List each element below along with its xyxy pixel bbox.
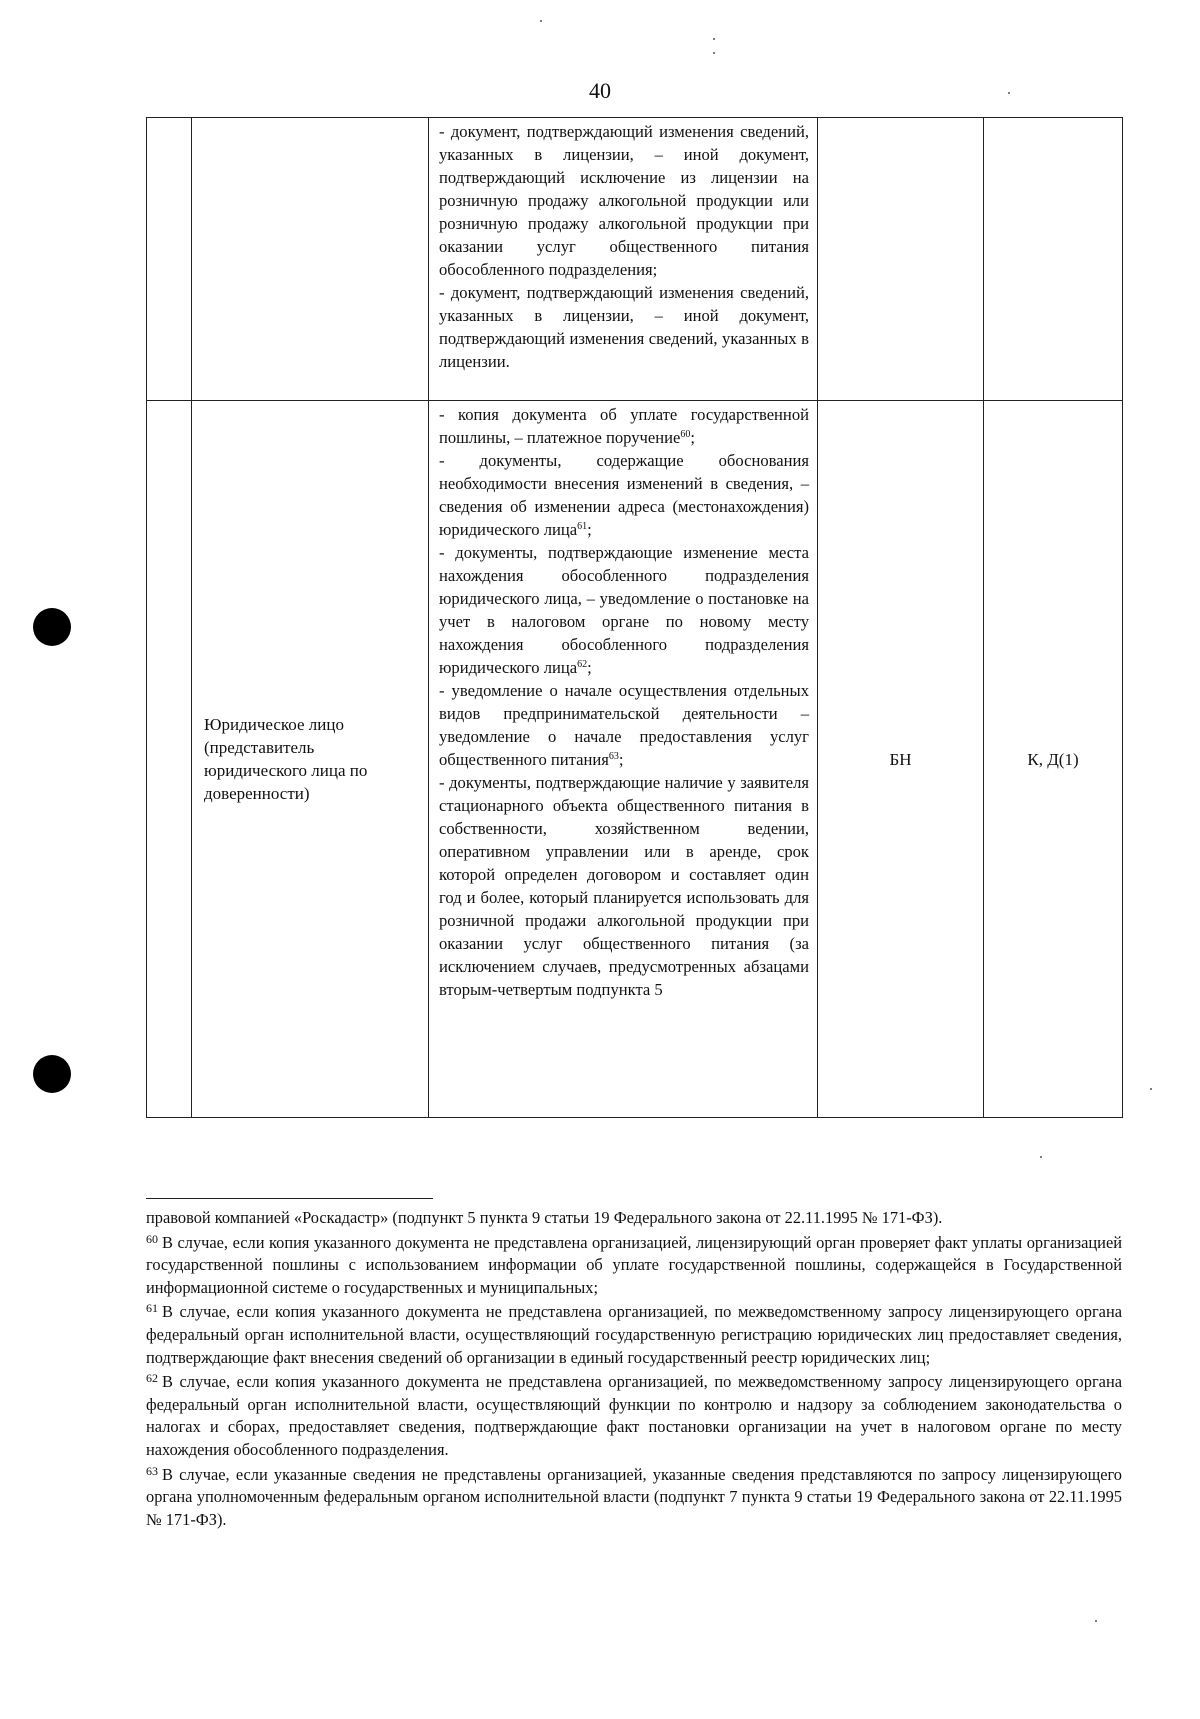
method-cell: К, Д(1) (984, 401, 1123, 1118)
scan-speck (1150, 1088, 1152, 1090)
footnote-62: $^{62}$ В случае, если копия указанного документа не представлена организацией, по межведомственному запросу лицензирующего органа федеральный орган исполнительной власти, осуществляющий функции по контролю и надзору за соблюдением законодательства о налогах и сборах, предоставляет сведения, подтверждающие факт постановки организации на учет в налоговом органе по месту нахождения обособленного подразделения. (146, 1371, 1122, 1459)
document-item: - документ, подтверждающий изменения сведений, указанных в лицензии, – иной документ, подтверждающий изменения сведений, указанных в лицензии. (439, 283, 809, 371)
footnote-ref[interactable]: 63 (608, 751, 619, 762)
scan-speck (540, 20, 542, 22)
document-item: - документ, подтверждающий изменения сведений, указанных в лицензии, – иной документ, подтверждающий исключение из лицензии на розничную продажу алкогольной продукции или розничную продажу алкогольной продукции при оказании услуг общественного питания обособленного подразделения; (439, 122, 809, 279)
footnote-63: $^{63}$ В случае, если указанные сведения не представлены организацией, указанные сведения представляются по запросу лицензирующего органа уполномоченным федеральным органом исполнительной власти (подпункт 7 пункта 9 статьи 19 Федерального закона от 22.11.1995 № 171-ФЗ). (146, 1463, 1122, 1529)
scan-speck (713, 52, 715, 54)
document-item: - уведомление о начале осуществления отдельных видов предпринимательской деятельности – уведомление о начале предоставления услуг общественного питания$^{63}$; (439, 681, 809, 769)
row-number-cell (147, 401, 192, 1118)
documents-cell (429, 118, 818, 401)
documents-cell (429, 401, 818, 1118)
form-cell: БН (818, 401, 984, 1118)
applicant-cell (192, 118, 429, 401)
footnote-61: $^{61}$ В случае, если копия указанного документа не представлена организацией, по межведомственному запросу лицензирующего органа федеральный орган исполнительной власти, осуществляющий государственную регистрацию юридических лиц предоставляет сведения, подтверждающие факт внесения сведений об организации в единый государственный реестр юридических лиц; (146, 1301, 1122, 1367)
binder-hole (33, 1055, 71, 1093)
table-row (147, 401, 1123, 1118)
scan-speck (1095, 1620, 1097, 1622)
method-cell (984, 118, 1123, 401)
footnote-ref[interactable]: 61 (577, 521, 588, 532)
table-row (147, 118, 1123, 401)
footnotes (146, 1207, 1122, 1533)
binder-hole (33, 608, 71, 646)
footnote-continuation: правовой компанией «Роскадастр» (подпункт 5 пункта 9 статьи 19 Федерального закона от 22.11.1995 № 171-ФЗ). (146, 1208, 943, 1227)
document-item: - документы, подтверждающие изменение места нахождения обособленного подразделения юридического лица, – уведомление о постановке на учет в налоговом органе по новому месту нахождения обособленного подразделения юридического лица$^{62}$; (439, 543, 809, 677)
document-item: - документы, подтверждающие наличие у заявителя стационарного объекта общественного питания в собственности, хозяйственном ведении, оперативном управлении или в аренде, срок которой определен договором и составляет один год и более, который планируется использовать для розничной продажи алкогольной продукции при оказании услуг общественного питания (за исключением случаев, предусмотренных абзацами вторым-четвертым подпункта 5 (439, 773, 809, 999)
scan-speck (1040, 1156, 1042, 1158)
documents-table (146, 117, 1123, 1118)
footnote-60: $^{60}$ В случае, если копия указанного документа не представлена организацией, лицензирующий орган проверяет факт уплаты организацией государственной пошлины с использованием информации об уплате государственной пошлины, содержащейся в Государственной информационной системе о государственных и муниципальных; (146, 1231, 1122, 1297)
document-item: - документы, содержащие обоснования необходимости внесения изменений в сведения, – сведения об изменении адреса (местонахождения) юридического лица$^{61}$; (439, 451, 809, 539)
row-number-cell (147, 118, 192, 401)
page-number: 40 (589, 78, 611, 103)
document-item: - копия документа об уплате государственной пошлины, – платежное поручение$^{60}$; (439, 405, 809, 447)
form-cell (818, 118, 984, 401)
scan-speck (713, 38, 715, 40)
footnote-ref[interactable]: 60 (680, 429, 691, 440)
scan-speck (1008, 92, 1010, 94)
footnote-ref[interactable]: 62 (577, 659, 588, 670)
applicant-cell: Юридическое лицо (представитель юридического лица по доверенности) (192, 401, 429, 1118)
footnote-separator (146, 1198, 433, 1199)
